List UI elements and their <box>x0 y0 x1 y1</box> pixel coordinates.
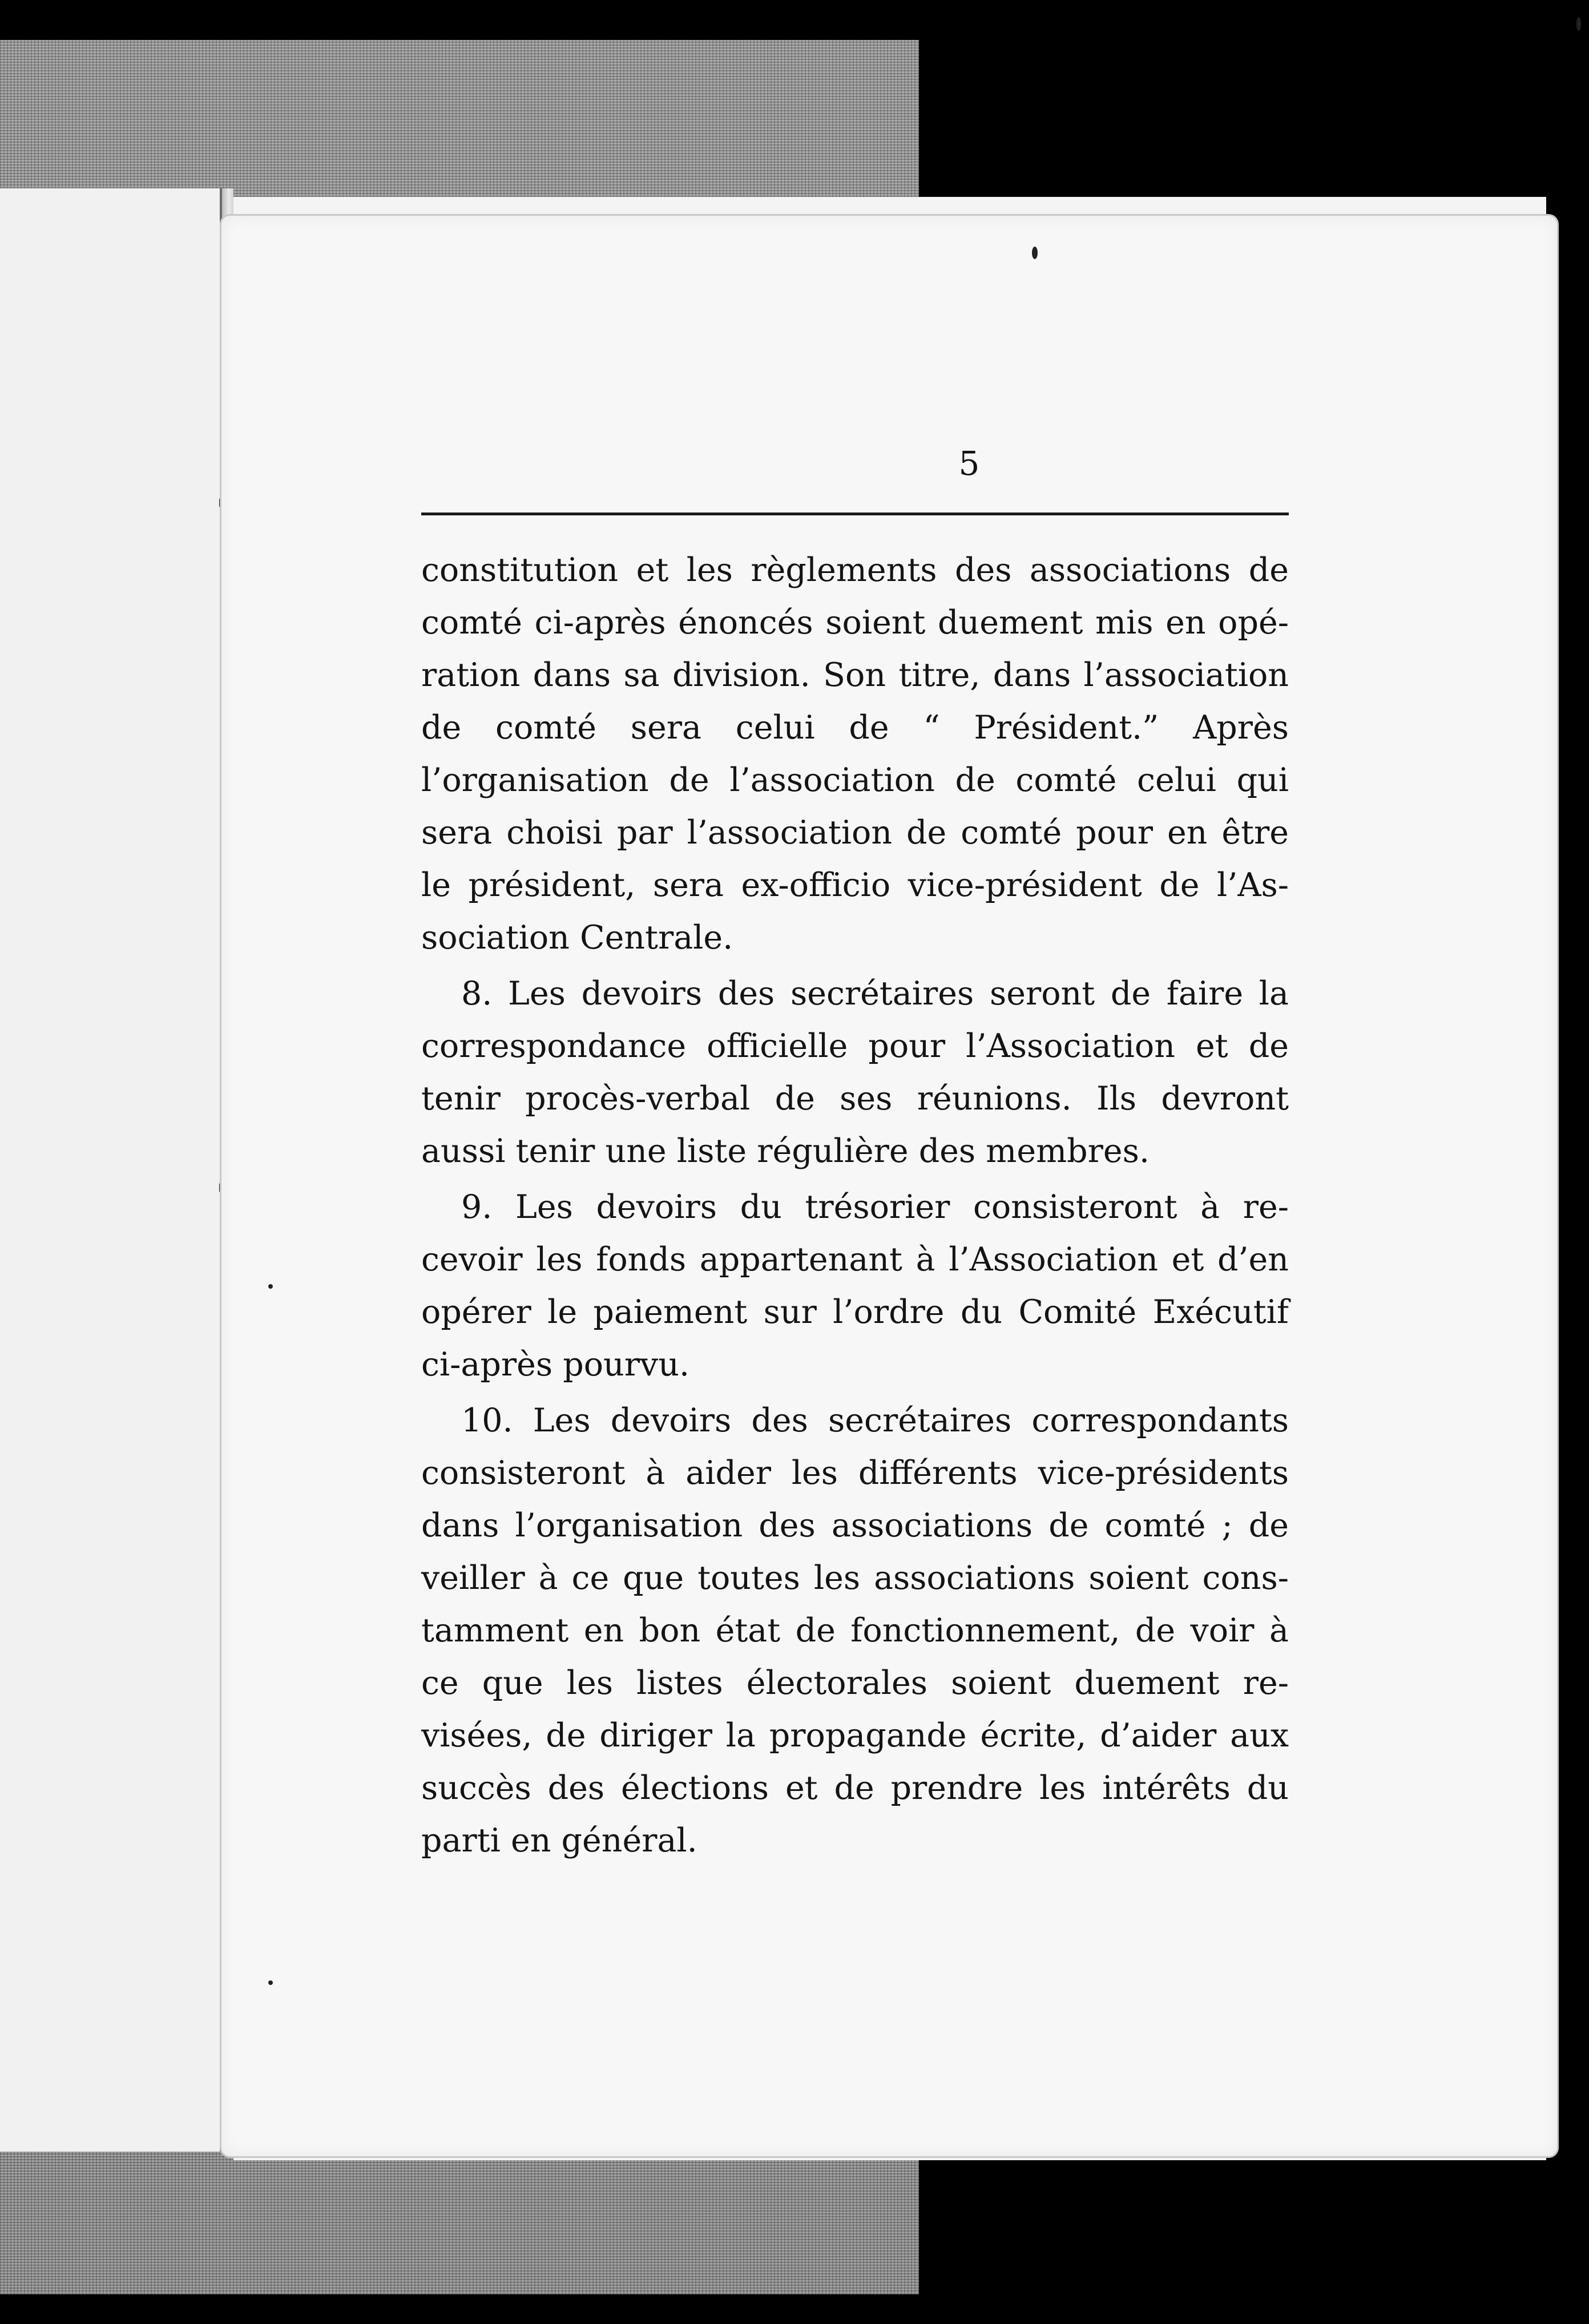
header-rule <box>421 513 1289 515</box>
paragraph-10: 10. Les devoirs des secrétaires correspondants consisteront à aider les différents vice-présidents dans l’organisation des associations de comté ; de veiller à ce que toutes les associations soient constamment en bon état de fonctionnement, de voir à ce que les listes électorales soient duement revisées, de diriger la propagande écrite, d’aider aux succès des élections et de prendre les intérêts du parti en général. <box>421 1402 1289 1859</box>
book-cloth-binding-top <box>0 40 919 211</box>
body-text <box>421 544 1289 1870</box>
ink-speck <box>268 1980 273 1985</box>
ink-speck <box>1576 17 1581 31</box>
page-number: 5 <box>958 444 980 483</box>
paragraph-9: 9. Les devoirs du trésorier consisteront à recevoir les fonds appartenant à l’Association et d’en opérer le paiement sur l’ordre du Comité Exécutif ci-après pourvu. <box>421 1188 1289 1383</box>
ink-speck <box>1032 247 1038 259</box>
ink-speck <box>268 1284 273 1289</box>
paragraph-1: constitution et les règlements des associations de comté ci-après énoncés soient duement mis en opération dans sa division. Son titre, dans l’association de comté sera celui de “ Président.” Après l’organisation de l’association de comté celui qui sera choisi par l’association de comté pour en être le président, sera ex-officio vice-président de l’Association Centrale. <box>421 551 1289 957</box>
right-page <box>220 214 1559 2158</box>
left-facing-page <box>0 188 222 2152</box>
paragraph-8: 8. Les devoirs des secrétaires seront de faire la correspondance officielle pour l’Association et de tenir procès-verbal de ses réunions. Ils devront aussi tenir une liste régulière des membres. <box>421 975 1289 1170</box>
